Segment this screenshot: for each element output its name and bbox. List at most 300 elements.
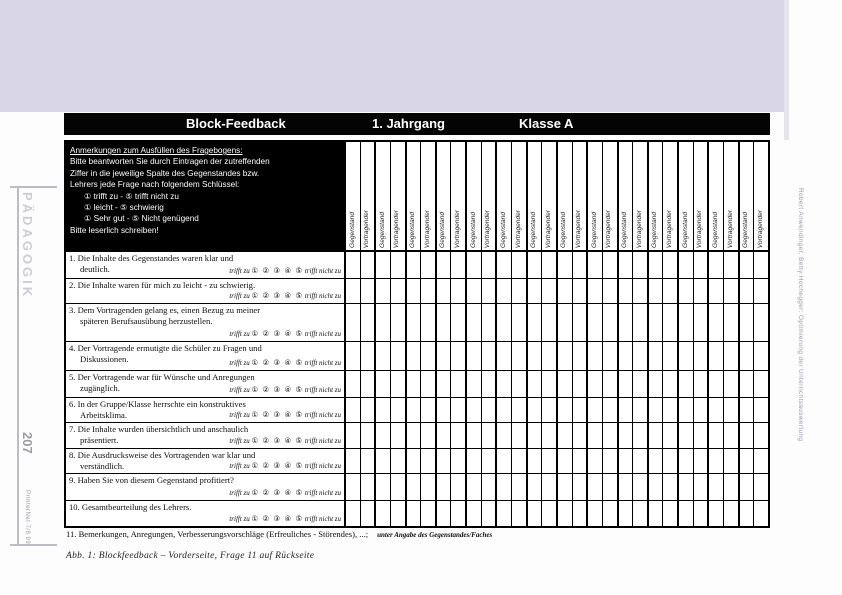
rating-cell[interactable] [603, 398, 617, 422]
rating-cell[interactable] [603, 252, 617, 278]
rating-cell[interactable] [482, 423, 496, 448]
rating-cell[interactable] [451, 449, 465, 473]
rating-cell[interactable] [528, 371, 543, 397]
rating-cell[interactable] [694, 501, 708, 526]
rating-cell[interactable] [558, 449, 573, 473]
rating-cell[interactable] [451, 423, 465, 448]
rating-cell[interactable] [391, 304, 405, 341]
rating-cell[interactable] [482, 449, 496, 473]
rating-cell[interactable] [497, 449, 512, 473]
rating-cell[interactable] [391, 279, 405, 303]
rating-cell[interactable] [467, 423, 482, 448]
rating-cell[interactable] [724, 371, 738, 397]
rating-cell[interactable] [588, 474, 603, 500]
rating-cell[interactable] [588, 252, 603, 278]
rating-cell[interactable] [437, 304, 452, 341]
margin-mark-vertical [17, 186, 19, 546]
table-header-row [66, 142, 768, 250]
rating-cell[interactable] [649, 279, 664, 303]
column-pair [528, 449, 558, 473]
rating-cell[interactable] [528, 252, 543, 278]
rating-cell[interactable] [754, 398, 768, 422]
rating-cell[interactable] [724, 279, 738, 303]
rating-cell[interactable] [633, 449, 647, 473]
rating-cell[interactable] [497, 474, 512, 500]
rotated-column-label: Gegenstand [469, 212, 477, 248]
rating-cell[interactable] [497, 279, 512, 303]
rating-cell[interactable] [694, 279, 708, 303]
rating-cell[interactable] [573, 474, 587, 500]
rating-cell[interactable] [512, 474, 526, 500]
rating-cell[interactable] [361, 474, 375, 500]
rating-cell[interactable] [542, 398, 556, 422]
rating-cell[interactable] [724, 474, 738, 500]
question-line: 9. Haben Sie von diesem Gegenstand profitiert? [69, 475, 234, 485]
rating-cell[interactable] [421, 449, 435, 473]
rating-cell[interactable] [633, 371, 647, 397]
rating-cell[interactable] [649, 501, 664, 526]
rating-cell[interactable] [542, 449, 556, 473]
rating-cell[interactable] [437, 423, 452, 448]
rating-cell[interactable] [588, 423, 603, 448]
rating-cell[interactable] [740, 252, 755, 278]
rating-cell[interactable] [663, 474, 677, 500]
rating-cell[interactable] [361, 449, 375, 473]
rating-cell[interactable] [512, 304, 526, 341]
rating-cell[interactable] [482, 279, 496, 303]
rating-cell[interactable] [588, 501, 603, 526]
rating-cell[interactable] [421, 342, 435, 370]
rating-cell[interactable] [528, 423, 543, 448]
rating-cell[interactable] [361, 371, 375, 397]
rating-cell[interactable] [467, 501, 482, 526]
rating-cell[interactable] [724, 252, 738, 278]
rating-cell[interactable] [558, 342, 573, 370]
rating-cell[interactable] [467, 371, 482, 397]
rating-cell[interactable] [467, 279, 482, 303]
rating-cell[interactable] [740, 304, 755, 341]
rating-cell[interactable] [482, 398, 496, 422]
rating-cell[interactable] [740, 423, 755, 448]
rating-cell[interactable] [679, 501, 694, 526]
rating-cell[interactable] [558, 279, 573, 303]
rating-cell[interactable] [603, 342, 617, 370]
rating-cell[interactable] [437, 252, 452, 278]
rating-cell[interactable] [528, 449, 543, 473]
rating-cell[interactable] [497, 304, 512, 341]
rating-cell[interactable] [679, 252, 694, 278]
question-row [66, 473, 768, 500]
rating-cell[interactable] [346, 474, 361, 500]
rating-cell[interactable] [724, 449, 738, 473]
rating-cell[interactable] [391, 474, 405, 500]
rating-cell[interactable] [407, 501, 422, 526]
rating-cell[interactable] [740, 449, 755, 473]
rating-cell[interactable] [542, 252, 556, 278]
rating-cell[interactable] [588, 449, 603, 473]
rating-cell[interactable] [528, 501, 543, 526]
rating-cell[interactable] [603, 474, 617, 500]
rating-cell[interactable] [573, 371, 587, 397]
rating-cell[interactable] [407, 371, 422, 397]
rating-cell[interactable] [482, 371, 496, 397]
rating-cell[interactable] [421, 501, 435, 526]
rating-cell[interactable] [467, 252, 482, 278]
rating-cell[interactable] [528, 304, 543, 341]
rating-cell[interactable] [346, 342, 361, 370]
rating-cell[interactable] [497, 423, 512, 448]
rating-cell[interactable] [346, 423, 361, 448]
rating-cell[interactable] [361, 279, 375, 303]
rating-cell[interactable] [497, 252, 512, 278]
rating-cell[interactable] [437, 398, 452, 422]
rating-cell[interactable] [694, 304, 708, 341]
rating-cell[interactable] [391, 371, 405, 397]
rating-cell[interactable] [346, 304, 361, 341]
rating-cell[interactable] [542, 304, 556, 341]
column-pair [407, 474, 437, 500]
rating-cell[interactable] [588, 398, 603, 422]
rating-cell[interactable] [619, 501, 634, 526]
rating-cell[interactable] [754, 371, 768, 397]
rating-cell[interactable] [663, 279, 677, 303]
rating-cell[interactable] [679, 304, 694, 341]
rating-cell[interactable] [421, 304, 435, 341]
rating-cell[interactable] [361, 501, 375, 526]
rating-cell[interactable] [633, 423, 647, 448]
rating-cell[interactable] [391, 398, 405, 422]
rating-cell[interactable] [663, 371, 677, 397]
rating-cell[interactable] [451, 304, 465, 341]
rating-cell[interactable] [497, 342, 512, 370]
rating-cell[interactable] [482, 342, 496, 370]
rating-cell[interactable] [558, 252, 573, 278]
rating-cell[interactable] [754, 252, 768, 278]
rating-cell[interactable] [497, 398, 512, 422]
rating-cell[interactable] [421, 371, 435, 397]
rating-cell[interactable] [709, 252, 724, 278]
rating-cell[interactable] [709, 449, 724, 473]
rating-cell[interactable] [694, 342, 708, 370]
rating-cell[interactable] [361, 398, 375, 422]
rating-cell[interactable] [361, 342, 375, 370]
rating-cell[interactable] [724, 398, 738, 422]
rating-cell[interactable] [451, 501, 465, 526]
rating-cell[interactable] [619, 304, 634, 341]
rating-cell[interactable] [603, 501, 617, 526]
rating-cell[interactable] [663, 501, 677, 526]
rating-cell[interactable] [649, 474, 664, 500]
rating-cell[interactable] [619, 423, 634, 448]
rating-cell[interactable] [558, 398, 573, 422]
rating-cell[interactable] [694, 371, 708, 397]
rating-cell[interactable] [633, 398, 647, 422]
rating-cell[interactable] [558, 501, 573, 526]
rating-cell[interactable] [542, 423, 556, 448]
rating-cell[interactable] [451, 252, 465, 278]
rating-cell[interactable] [467, 304, 482, 341]
rating-cell[interactable] [663, 449, 677, 473]
rating-cell[interactable] [467, 342, 482, 370]
column-pair [740, 142, 768, 250]
rating-cell[interactable] [407, 398, 422, 422]
rating-cell[interactable] [467, 449, 482, 473]
rating-cell[interactable] [663, 342, 677, 370]
rating-cell[interactable] [376, 474, 391, 500]
rating-cell[interactable] [512, 423, 526, 448]
rating-cell[interactable] [437, 449, 452, 473]
rating-cell[interactable] [619, 342, 634, 370]
rating-cell[interactable] [573, 423, 587, 448]
rating-cell[interactable] [512, 371, 526, 397]
rating-cell[interactable] [649, 252, 664, 278]
rating-cell[interactable] [391, 342, 405, 370]
column-header-vortragender [542, 142, 556, 250]
rating-cell[interactable] [512, 342, 526, 370]
rating-cell[interactable] [407, 342, 422, 370]
rating-cell[interactable] [709, 501, 724, 526]
rating-cell[interactable] [619, 252, 634, 278]
rating-cell[interactable] [542, 501, 556, 526]
rating-cell[interactable] [754, 449, 768, 473]
rating-cell[interactable] [421, 398, 435, 422]
rating-cell[interactable] [603, 304, 617, 341]
rating-cell[interactable] [558, 474, 573, 500]
rating-cell[interactable] [391, 449, 405, 473]
rating-cell[interactable] [407, 304, 422, 341]
rating-cell[interactable] [558, 304, 573, 341]
question-row [66, 370, 768, 397]
rating-cell[interactable] [754, 423, 768, 448]
rating-cell[interactable] [740, 501, 755, 526]
rating-cell[interactable] [709, 423, 724, 448]
rating-cell[interactable] [512, 449, 526, 473]
rating-cell[interactable] [573, 398, 587, 422]
rating-cell[interactable] [451, 342, 465, 370]
rating-cell[interactable] [694, 423, 708, 448]
rating-cell[interactable] [407, 423, 422, 448]
rating-cell[interactable] [573, 252, 587, 278]
rating-cell[interactable] [421, 423, 435, 448]
rating-cell[interactable] [421, 474, 435, 500]
rating-cell[interactable] [573, 279, 587, 303]
rating-cell[interactable] [633, 304, 647, 341]
rating-cell[interactable] [619, 371, 634, 397]
rating-cell[interactable] [740, 342, 755, 370]
rating-cell[interactable] [663, 304, 677, 341]
rating-cell[interactable] [482, 252, 496, 278]
column-pair [558, 342, 588, 370]
rating-cell[interactable] [740, 371, 755, 397]
rating-cell[interactable] [407, 279, 422, 303]
rating-cell[interactable] [528, 342, 543, 370]
rating-cell[interactable] [603, 279, 617, 303]
column-pair [407, 398, 437, 422]
rating-cell[interactable] [619, 279, 634, 303]
rating-cell[interactable] [573, 342, 587, 370]
rating-cell[interactable] [407, 449, 422, 473]
rating-cell[interactable] [633, 279, 647, 303]
rating-cell[interactable] [376, 252, 391, 278]
rating-cell[interactable] [679, 474, 694, 500]
rating-cell[interactable] [391, 423, 405, 448]
rating-cell[interactable] [391, 252, 405, 278]
column-pair [679, 449, 709, 473]
rating-cell[interactable] [512, 398, 526, 422]
scale-part: ① ② ③ ④ ⑤ [251, 385, 304, 395]
rating-cell[interactable] [346, 371, 361, 397]
rating-cell[interactable] [588, 279, 603, 303]
rating-cell[interactable] [740, 279, 755, 303]
rating-cell[interactable] [451, 279, 465, 303]
rating-cell[interactable] [754, 501, 768, 526]
rating-cell[interactable] [603, 371, 617, 397]
rating-cell[interactable] [709, 342, 724, 370]
rating-cell[interactable] [588, 371, 603, 397]
rating-cell[interactable] [724, 423, 738, 448]
rating-cell[interactable] [679, 423, 694, 448]
rating-cell[interactable] [376, 371, 391, 397]
rating-cell[interactable] [679, 371, 694, 397]
rating-cell[interactable] [407, 252, 422, 278]
rating-cell[interactable] [376, 423, 391, 448]
rating-cell[interactable] [724, 501, 738, 526]
rating-cell[interactable] [376, 279, 391, 303]
rating-cell[interactable] [542, 371, 556, 397]
rating-cell[interactable] [754, 474, 768, 500]
rating-cell[interactable] [437, 371, 452, 397]
column-pair [649, 398, 679, 422]
rating-cell[interactable] [619, 449, 634, 473]
rating-cell[interactable] [694, 449, 708, 473]
rating-cell[interactable] [649, 449, 664, 473]
rating-cell[interactable] [558, 423, 573, 448]
rating-cell[interactable] [724, 304, 738, 341]
rating-cell[interactable] [603, 423, 617, 448]
rating-cell[interactable] [558, 371, 573, 397]
rating-cell[interactable] [573, 449, 587, 473]
rating-cell[interactable] [679, 449, 694, 473]
rating-cell[interactable] [482, 304, 496, 341]
rating-cell[interactable] [467, 474, 482, 500]
rating-cell[interactable] [694, 398, 708, 422]
rating-cell[interactable] [437, 279, 452, 303]
rating-cell[interactable] [421, 252, 435, 278]
rating-cell[interactable] [649, 423, 664, 448]
rating-cell[interactable] [709, 371, 724, 397]
rating-cell[interactable] [619, 398, 634, 422]
column-pair [558, 449, 588, 473]
rating-cell[interactable] [467, 398, 482, 422]
rating-cell[interactable] [451, 474, 465, 500]
rating-cell[interactable] [482, 474, 496, 500]
rating-cell[interactable] [542, 342, 556, 370]
rating-cell[interactable] [542, 279, 556, 303]
rating-cell[interactable] [376, 449, 391, 473]
rating-cell[interactable] [588, 304, 603, 341]
rating-cell[interactable] [451, 371, 465, 397]
rating-cell[interactable] [740, 398, 755, 422]
rating-cell[interactable] [528, 398, 543, 422]
rating-cell[interactable] [437, 501, 452, 526]
rating-cell[interactable] [649, 398, 664, 422]
rating-cell[interactable] [437, 342, 452, 370]
rating-cell[interactable] [633, 252, 647, 278]
rating-cell[interactable] [709, 279, 724, 303]
rating-cell[interactable] [512, 279, 526, 303]
rating-cell[interactable] [649, 304, 664, 341]
rating-cell[interactable] [724, 342, 738, 370]
rating-cell[interactable] [679, 398, 694, 422]
rating-cell[interactable] [361, 423, 375, 448]
rating-cell[interactable] [346, 449, 361, 473]
rating-cell[interactable] [663, 252, 677, 278]
rating-cell[interactable] [754, 304, 768, 341]
rating-cell[interactable] [361, 304, 375, 341]
rating-cell[interactable] [376, 342, 391, 370]
rating-cell[interactable] [346, 501, 361, 526]
rating-cell[interactable] [573, 501, 587, 526]
column-pair [558, 398, 588, 422]
rating-cell[interactable] [663, 398, 677, 422]
rating-cell[interactable] [754, 279, 768, 303]
rating-cell[interactable] [512, 501, 526, 526]
rating-cell[interactable] [649, 371, 664, 397]
rating-cell[interactable] [528, 279, 543, 303]
rating-cell[interactable] [542, 474, 556, 500]
question-row [66, 500, 768, 526]
rating-cell[interactable] [588, 342, 603, 370]
rating-cell[interactable] [376, 398, 391, 422]
rating-cell[interactable] [391, 501, 405, 526]
rating-cell[interactable] [407, 474, 422, 500]
rating-cell[interactable] [497, 501, 512, 526]
rating-cell[interactable] [709, 474, 724, 500]
rating-cell[interactable] [497, 371, 512, 397]
rating-cell[interactable] [649, 342, 664, 370]
rating-cell[interactable] [633, 474, 647, 500]
rating-cell[interactable] [754, 342, 768, 370]
rating-cell[interactable] [740, 474, 755, 500]
rating-cell[interactable] [437, 474, 452, 500]
rating-cell[interactable] [694, 474, 708, 500]
rating-cell[interactable] [482, 501, 496, 526]
rotated-column-label: Vortragender [756, 209, 764, 248]
rating-cell[interactable] [633, 342, 647, 370]
rating-cell[interactable] [603, 449, 617, 473]
rating-cell[interactable] [376, 501, 391, 526]
rating-cell[interactable] [663, 423, 677, 448]
rating-cell[interactable] [679, 342, 694, 370]
rating-cell[interactable] [376, 304, 391, 341]
rating-cell[interactable] [633, 501, 647, 526]
rating-cell[interactable] [451, 398, 465, 422]
column-pair [619, 142, 649, 250]
rating-cell[interactable] [709, 398, 724, 422]
rating-cell[interactable] [709, 304, 724, 341]
rating-cell[interactable] [346, 279, 361, 303]
rating-cell[interactable] [573, 304, 587, 341]
rating-cell[interactable] [361, 252, 375, 278]
rating-cell[interactable] [679, 279, 694, 303]
rating-cell[interactable] [346, 252, 361, 278]
rating-cell[interactable] [694, 252, 708, 278]
rating-cell[interactable] [512, 252, 526, 278]
rating-cell[interactable] [421, 279, 435, 303]
rating-cell[interactable] [619, 474, 634, 500]
rating-cell[interactable] [346, 398, 361, 422]
rating-cell[interactable] [528, 474, 543, 500]
